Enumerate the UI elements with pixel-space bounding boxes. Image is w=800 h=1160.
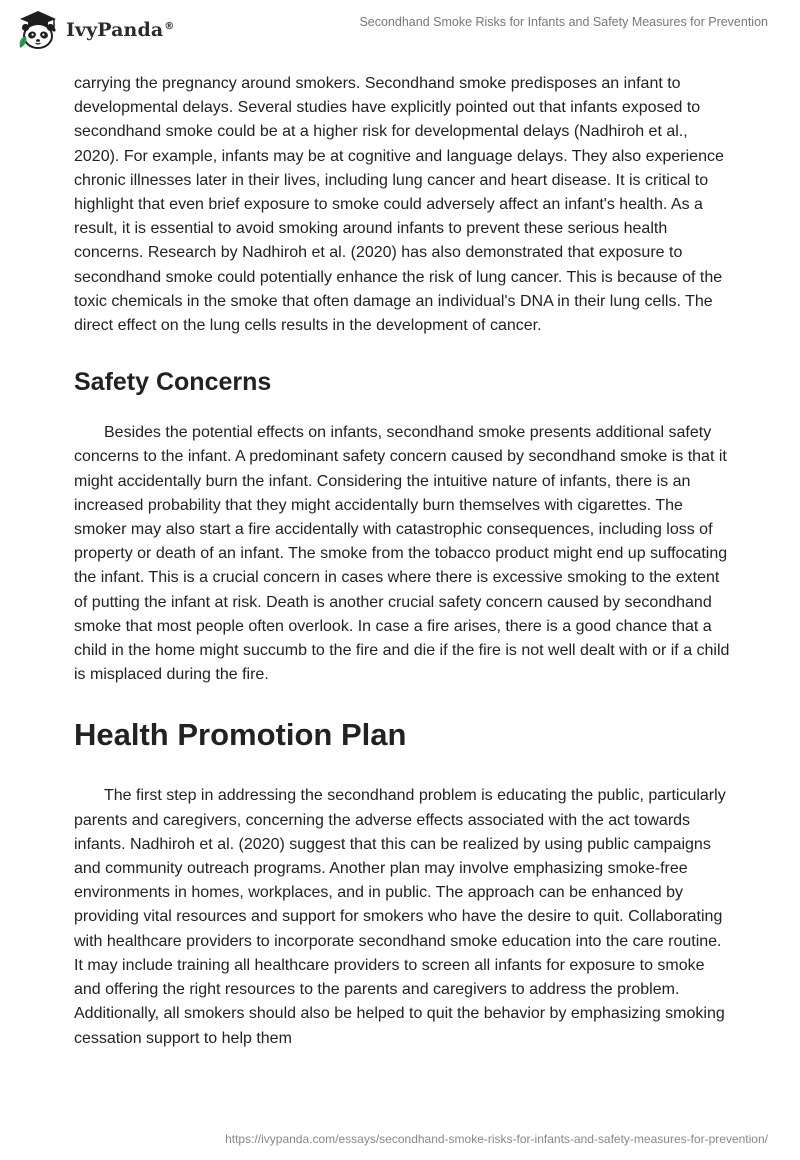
ivypanda-logo[interactable] — [14, 8, 174, 52]
paragraph-intro: carrying the pregnancy around smokers. Secondhand smoke predisposes an infant to developmental delays. Several studies have explicitly pointed out that infants exposed to secondhand smoke could be at a higher risk for developmental delays (Nadhiroh et al., 2020). For example, infants may be at cognitive and language delays. They also experience chronic illnesses later in their lives, including lung cancer and heart disease. It is critical to highlight that even brief exposure to smoke could adversely affect an infant's health. As a result, it is essential to avoid smoking around infants to prevent these serious health concerns. Research by Nadhiroh et al. (2020) has also demonstrated that exposure to secondhand smoke could potentially enhance the risk of lung cancer. This is because of the toxic chemicals in the smoke that often damage an individual's DNA in their lung cells. The direct effect on the lung cells results in the development of cancer. — [74, 75, 724, 335]
running-title: Secondhand Smoke Risks for Infants and Safety Measures for Prevention — [359, 15, 768, 29]
page-header — [0, 0, 800, 62]
paragraph-health-promotion: The first step in addressing the secondhand problem is educating the public, particularly parents and caregivers, concerning the adverse effects associated with the act towards infants. Nadhiroh et al. (2020) suggest that this can be realized by using public campaigns and community outreach programs. Another plan may involve emphasizing smoke-free environments in homes, workplaces, and in public. The approach can be enhanced by providing vital resources and support for smokers who have the desire to quit. Collaborating with healthcare providers to incorporate secondhand smoke education into the care routine. It may include training all healthcare providers to screen all infants for exposure to smoke and offering the right resources to the parents and caregivers to address the problem. Additionally, all smokers should also be helped to quit the behavior by emphasizing smoking cessation support to help them — [74, 787, 726, 1047]
footer-url-link[interactable]: https://ivypanda.com/essays/secondhand-smoke-risks-for-infants-and-safety-measures-for-prevention/ — [225, 1132, 768, 1146]
paragraph-safety: Besides the potential effects on infants, secondhand smoke presents additional safety concerns to the infant. A predominant safety concern caused by secondhand smoke is that it might accidentally burn the infant. Considering the intuitive nature of infants, there is an increased probability that they might accidentally burn themselves with cigarettes. The smoker may also start a fire accidentally with catastrophic consequences, including loss of property or death of an infant. The smoke from the tobacco product might end up suffocating the infant. This is a crucial concern in cases where there is excessive smoking to the extent of putting the infant at risk. Death is another crucial safety concern caused by secondhand smoke that most people often overlook. In case a fire arises, there is a good chance that a child in the home might succumb to the fire and die if the fire is not well dealt with or if a child is misplaced during the fire. — [74, 424, 730, 684]
heading-health-promotion-plan: Health Promotion Plan — [74, 717, 407, 753]
heading-safety-concerns: Safety Concerns — [74, 368, 272, 397]
brand-name — [66, 19, 174, 41]
brand-name-text: IvyPanda — [66, 19, 164, 41]
essay-body — [74, 72, 734, 1051]
panda-graduate-logo-icon — [14, 8, 60, 52]
registered-mark: ® — [164, 20, 175, 32]
